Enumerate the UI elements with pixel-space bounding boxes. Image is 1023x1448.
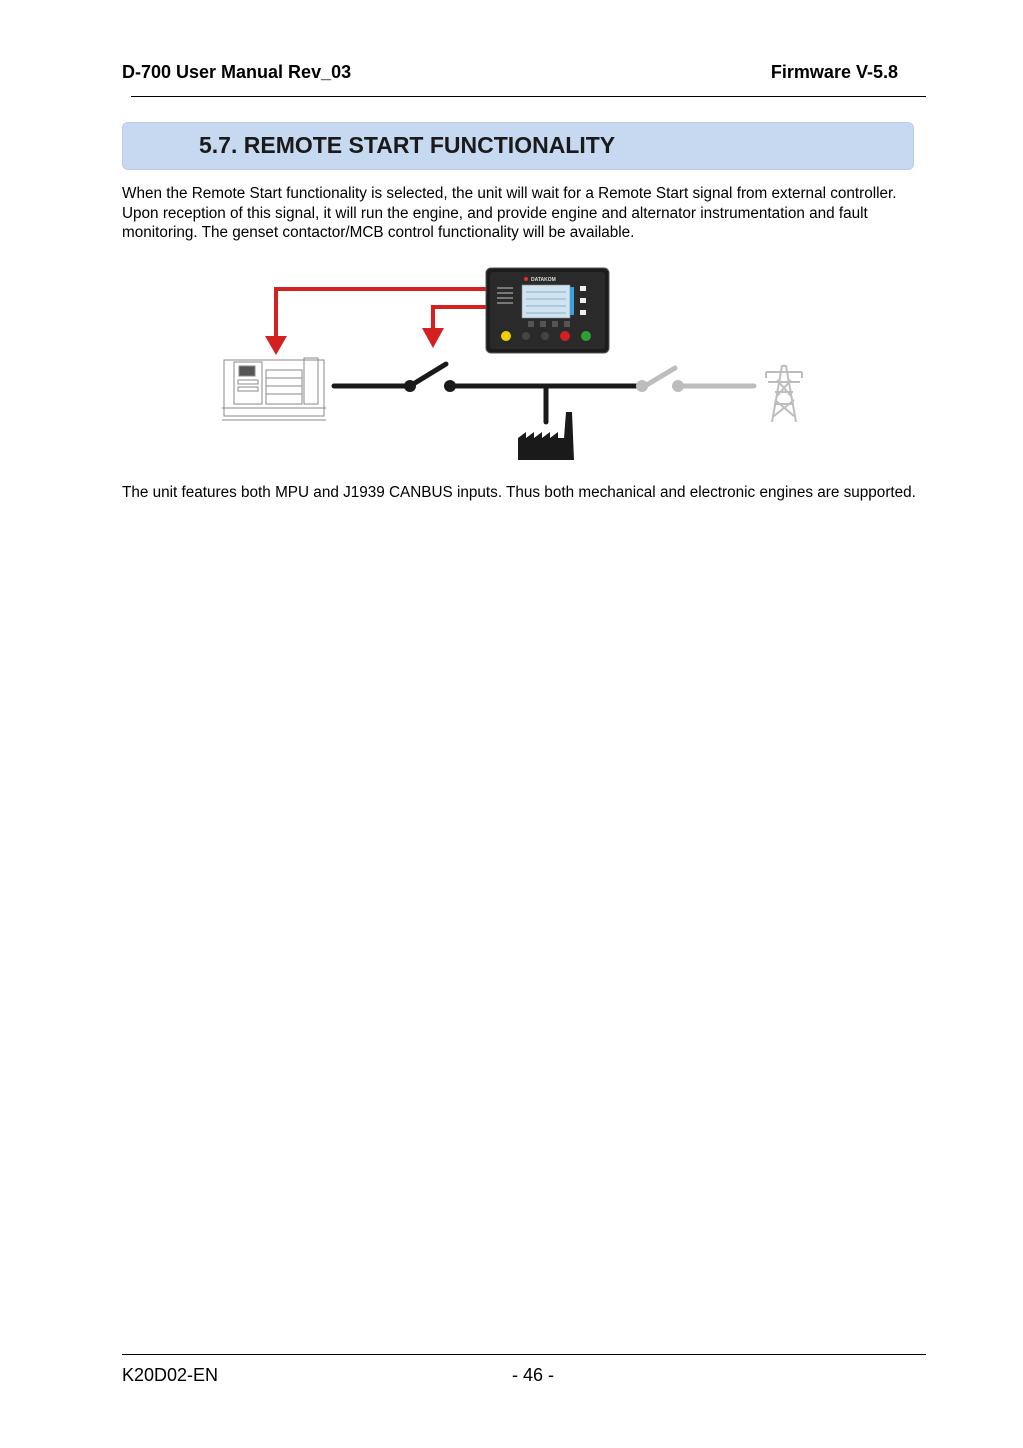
signal-arrows — [276, 289, 488, 340]
genset-bus — [334, 364, 640, 422]
footer-rule — [122, 1354, 926, 1355]
section-title: 5.7. REMOTE START FUNCTIONALITY — [199, 132, 616, 158]
section-heading-bar — [122, 122, 914, 170]
paragraph-canbus-support: The unit features both MPU and J1939 CANBUS inputs. Thus both mechanical and electronic engines are supported. — [122, 484, 916, 501]
controller-manual-button — [541, 332, 549, 340]
mains-breaker-blade — [645, 368, 675, 386]
mains-bus — [640, 368, 754, 386]
genset-breaker-contact-left — [404, 380, 416, 392]
controller-brand-label: DATAKOM — [531, 277, 556, 283]
mains-breaker-contact-left — [636, 380, 648, 392]
breaker-signal-arrowhead — [422, 328, 444, 348]
engine-signal-line — [276, 289, 488, 340]
remote-start-diagram — [220, 262, 830, 467]
mains-pylon-icon — [766, 366, 802, 422]
controller-stop-button — [560, 331, 570, 341]
paragraph-remote-start: When the Remote Start functionality is selected, the unit will wait for a Remote Start signal from external controller. Upon reception of this signal, it will run the engine, and provide engine and alternator instrumentation and fault monitoring. The genset contactor/MCB control functionality will be available. — [122, 185, 897, 241]
genset-breaker-blade — [410, 364, 446, 386]
footer-document-code: K20D02-EN — [122, 1365, 219, 1385]
controller-auto-button — [501, 331, 511, 341]
header-rule — [131, 96, 926, 97]
mains-breaker-contact-right — [672, 380, 684, 392]
controller-test-button — [522, 332, 530, 340]
header-manual-title: D-700 User Manual Rev_03 — [122, 62, 352, 82]
controller-unit — [486, 268, 609, 353]
genset-breaker-contact-right — [444, 380, 456, 392]
engine-signal-arrowhead — [265, 336, 287, 355]
controller-start-button — [581, 331, 591, 341]
generator-set-icon — [222, 358, 326, 420]
footer-page-number: - 46 - — [512, 1365, 555, 1385]
header-firmware-version: Firmware V-5.8 — [770, 62, 898, 82]
